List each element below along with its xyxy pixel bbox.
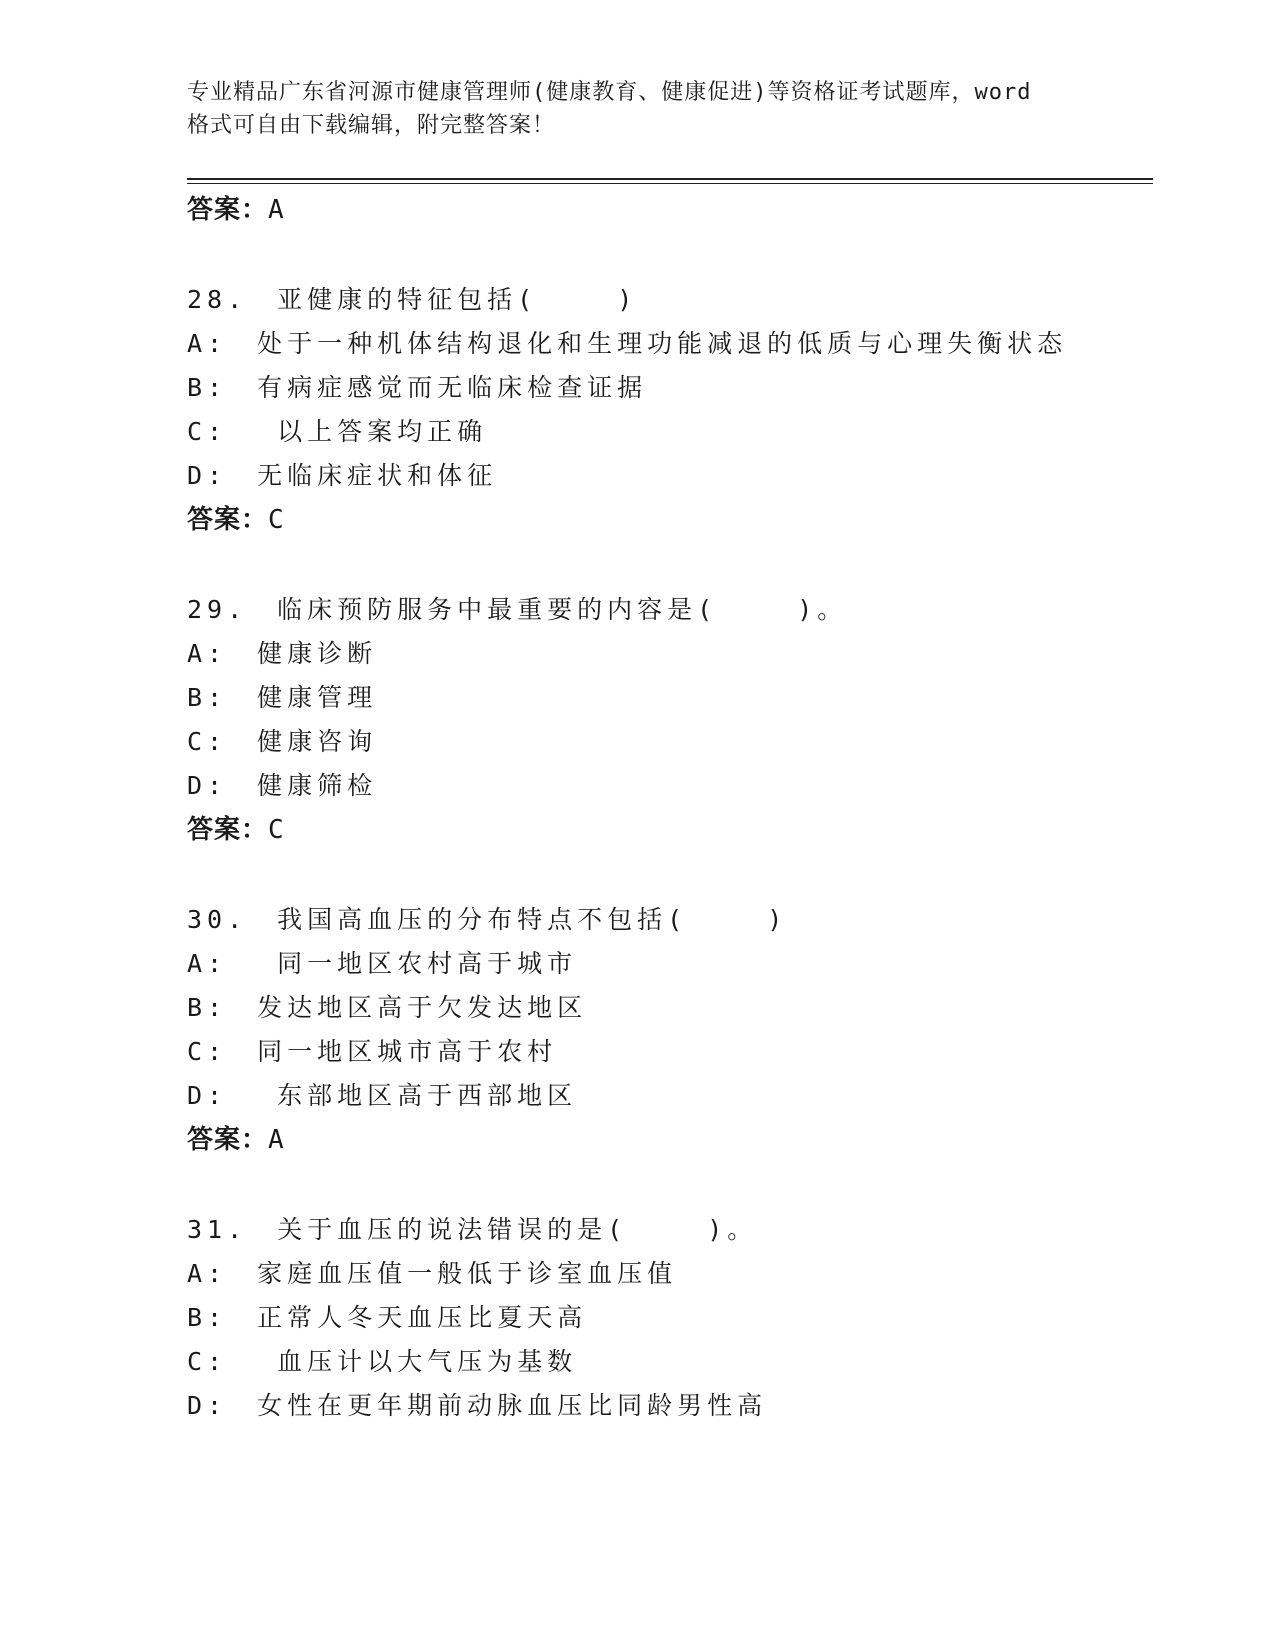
question-29-stem: 29. 临床预防服务中最重要的内容是( )。	[187, 595, 848, 624]
question-29-option-a: A: 健康诊断	[187, 639, 378, 668]
header-divider-thin	[187, 183, 1153, 184]
question-30-stem: 30. 我国高血压的分布特点不包括( )	[187, 905, 788, 934]
question-29-option-c: C: 健康咨询	[187, 727, 378, 756]
question-29-option-d: D: 健康筛检	[187, 771, 378, 800]
question-29-answer	[187, 812, 285, 848]
answer-label: 答案：	[187, 505, 269, 535]
header-line-1: 专业精品广东省河源市健康管理师(健康教育、健康促进)等资格证考试题库，word	[187, 80, 1032, 105]
header-divider	[187, 178, 1153, 180]
question-28-option-c: C: 以上答案均正确	[187, 417, 488, 446]
answer-value: C	[268, 505, 285, 535]
question-28-answer	[187, 502, 285, 538]
answer-value: A	[268, 195, 285, 225]
question-30-answer	[187, 1122, 285, 1158]
question-28-option-a: A: 处于一种机体结构退化和生理功能减退的低质与心理失衡状态	[187, 329, 1068, 358]
question-28-option-d: D: 无临床症状和体征	[187, 461, 498, 490]
answer-value: C	[268, 815, 285, 845]
answer-label: 答案：	[187, 815, 269, 845]
question-31-option-c: C: 血压计以大气压为基数	[187, 1347, 578, 1376]
question-31-option-a: A: 家庭血压值一般低于诊室血压值	[187, 1259, 678, 1288]
header-line-2: 格式可自由下载编辑，附完整答案！	[187, 113, 556, 138]
question-31-option-b: B: 正常人冬天血压比夏天高	[187, 1303, 588, 1332]
question-30-option-c: C: 同一地区城市高于农村	[187, 1037, 558, 1066]
document-header	[187, 76, 1087, 142]
question-30-option-b: B: 发达地区高于欠发达地区	[187, 993, 588, 1022]
question-31-option-d: D: 女性在更年期前动脉血压比同龄男性高	[187, 1391, 768, 1420]
question-31-stem: 31. 关于血压的说法错误的是( )。	[187, 1215, 758, 1244]
answer-label: 答案：	[187, 195, 269, 225]
answer-label: 答案：	[187, 1125, 269, 1155]
question-28-option-b: B: 有病症感觉而无临床检查证据	[187, 373, 648, 402]
answer-value: A	[268, 1125, 285, 1155]
answer-line	[187, 192, 285, 228]
question-28-stem: 28. 亚健康的特征包括( )	[187, 285, 638, 314]
question-30-option-a: A: 同一地区农村高于城市	[187, 949, 578, 978]
question-29-option-b: B: 健康管理	[187, 683, 378, 712]
question-30-option-d: D: 东部地区高于西部地区	[187, 1081, 578, 1110]
